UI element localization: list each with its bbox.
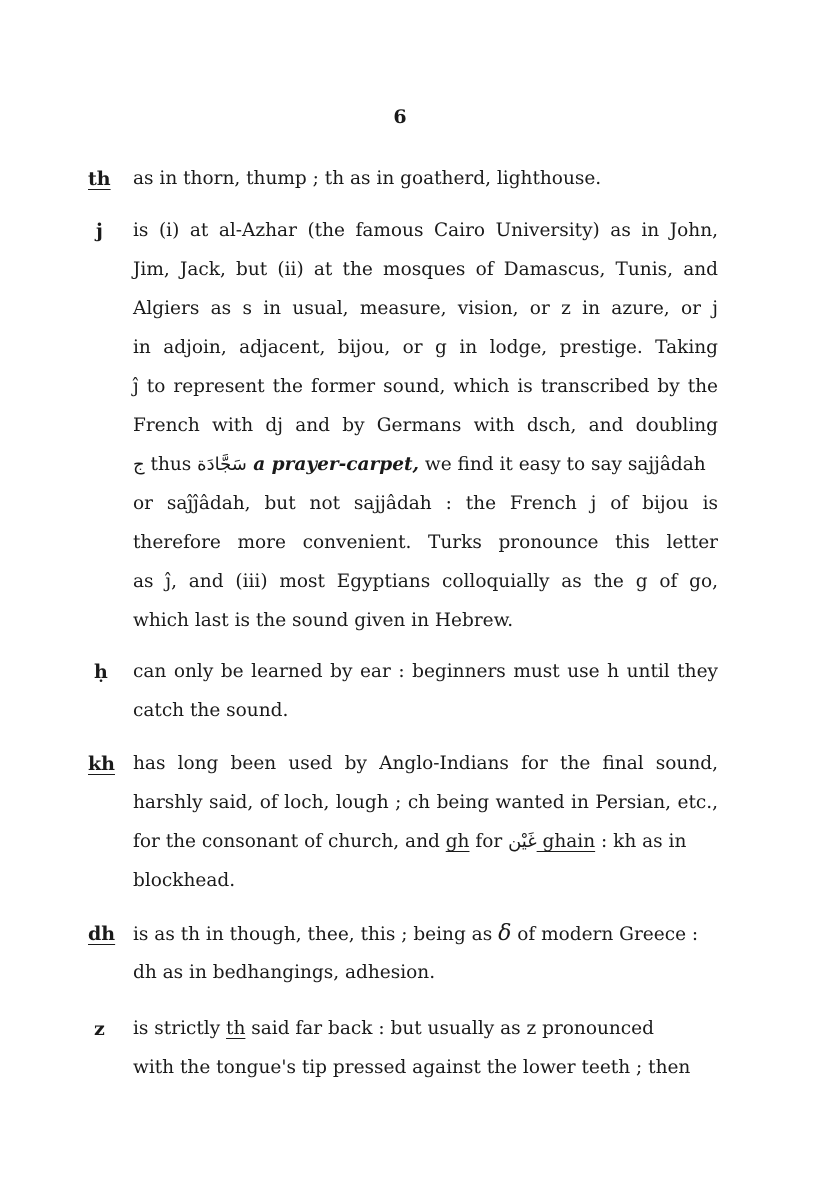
entry-text-line: can only be learned by ear : beginners must use h until they bbox=[133, 661, 718, 682]
entry-text-line: catch the sound. bbox=[133, 700, 289, 721]
entry-key: th bbox=[88, 168, 111, 190]
page-number: 6 bbox=[393, 106, 407, 128]
entry-text-line: blockhead. bbox=[133, 870, 236, 891]
text-run: thus bbox=[144, 454, 198, 475]
entry-text-line: Jim, Jack, but (ii) at the mosques of Damascus, Tunis, and bbox=[133, 259, 718, 280]
entry-text-line: harshly said, of loch, lough ; ch being wanted in Persian, etc., bbox=[133, 792, 718, 813]
entry-text-line bbox=[133, 822, 718, 861]
entry-key: kh bbox=[88, 753, 115, 775]
text-run: said far back : but usually as z pronounced bbox=[245, 1018, 654, 1039]
entry-key: dh bbox=[88, 923, 116, 945]
underlined-term: ghain bbox=[536, 831, 596, 852]
text-run: is strictly bbox=[133, 1018, 227, 1039]
entry-text-line: as in thorn, thump ; th as in goatherd, lighthouse. bbox=[133, 168, 602, 189]
entry-text-line: is (i) at al-Azhar (the famous Cairo University) as in John, bbox=[133, 220, 718, 241]
entry-text-line: as ĵ, and (iii) most Egyptians colloquially as the g of go, bbox=[133, 571, 718, 592]
entry-text-line: which last is the sound given in Hebrew. bbox=[133, 610, 514, 631]
text-run: of modern Greece : bbox=[511, 924, 699, 945]
entry-text-line: dh as in bedhangings, adhesion. bbox=[133, 962, 436, 983]
text-run: : kh as in bbox=[595, 831, 687, 852]
arabic-word: سَجَّادَة bbox=[197, 454, 247, 475]
italic-gloss: a prayer-carpet, bbox=[246, 454, 419, 475]
entry-text-line bbox=[133, 445, 718, 484]
entry-text-line: has long been used by Anglo-Indians for the final sound, bbox=[133, 753, 718, 774]
entry-key: z bbox=[94, 1018, 105, 1040]
text-run: for the consonant of church, and bbox=[133, 831, 446, 852]
entry-text-line: therefore more convenient. Turks pronounce this letter bbox=[133, 532, 718, 553]
text-run: we find it easy to say sajjâdah bbox=[418, 454, 706, 475]
entry-text-line bbox=[133, 914, 718, 953]
underlined-term: gh bbox=[445, 831, 470, 852]
entry-text-line: with the tongue's tip pressed against the lower teeth ; then bbox=[133, 1057, 691, 1078]
text-run: for bbox=[469, 831, 509, 852]
arabic-letter: ج bbox=[133, 454, 145, 475]
underlined-term: th bbox=[226, 1018, 246, 1039]
text-run: is as th in though, thee, this ; being as bbox=[133, 924, 499, 945]
arabic-word: غَيْن bbox=[508, 831, 537, 852]
greek-delta: δ bbox=[498, 921, 512, 946]
entry-text-line: in adjoin, adjacent, bijou, or g in lodge, prestige. Taking bbox=[133, 337, 718, 358]
entry-key: j bbox=[96, 220, 103, 242]
entry-text-line: Algiers as s in usual, measure, vision, or z in azure, or j bbox=[133, 298, 718, 319]
entry-text-line: or saĵĵâdah, but not sajjâdah : the French j of bijou is bbox=[133, 493, 718, 514]
entry-text-line: French with dj and by Germans with dsch, and doubling bbox=[133, 415, 718, 436]
entry-text-line bbox=[133, 1009, 718, 1048]
entry-text-line: ĵ to represent the former sound, which is transcribed by the bbox=[133, 376, 718, 397]
entry-key: ḥ bbox=[94, 661, 108, 683]
